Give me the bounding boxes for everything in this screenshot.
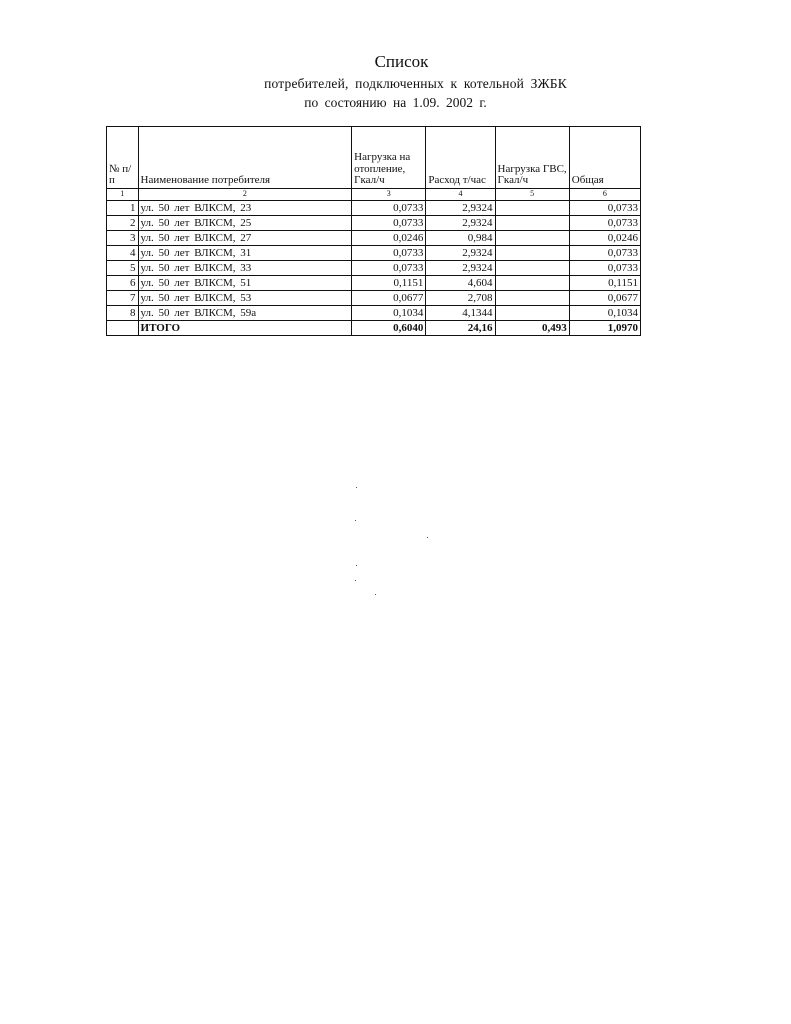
- row-number: 6: [107, 276, 139, 291]
- consumers-table: [106, 126, 641, 336]
- hot-water-load: [495, 246, 569, 261]
- hot-water-load: [495, 291, 569, 306]
- document-title: Список: [374, 52, 429, 71]
- row-number: 8: [107, 306, 139, 321]
- total-label: ИТОГО: [138, 321, 352, 336]
- consumer-name: ул. 50 лет ВЛКСМ, 53: [138, 291, 352, 306]
- total-hot-water-load: 0,493: [495, 321, 569, 336]
- table-row: [107, 246, 641, 261]
- hot-water-load: [495, 201, 569, 216]
- flow-rate: 4,1344: [426, 306, 495, 321]
- flow-rate: 2,9324: [426, 246, 495, 261]
- table-header-row: [107, 127, 641, 189]
- total-row: [107, 321, 641, 336]
- table-row: [107, 276, 641, 291]
- consumer-name: ул. 50 лет ВЛКСМ, 27: [138, 231, 352, 246]
- flow-rate: 4,604: [426, 276, 495, 291]
- consumer-name: ул. 50 лет ВЛКСМ, 23: [138, 201, 352, 216]
- row-number: 4: [107, 246, 139, 261]
- header-number: № п/п: [107, 127, 139, 189]
- total-load: 0,0733: [569, 246, 640, 261]
- heating-load: 0,0733: [352, 261, 426, 276]
- table-row: [107, 306, 641, 321]
- total-load: 0,0733: [569, 261, 640, 276]
- column-number: 4: [426, 189, 495, 201]
- scan-speck: [427, 537, 428, 538]
- column-number: 1: [107, 189, 139, 201]
- consumer-name: ул. 50 лет ВЛКСМ, 59а: [138, 306, 352, 321]
- scan-speck: [356, 487, 357, 488]
- heating-load: 0,0733: [352, 216, 426, 231]
- total-load: 0,1151: [569, 276, 640, 291]
- document-subtitle: потребителей, подключенных к котельной ЗЖБК: [264, 76, 567, 91]
- column-number: 3: [352, 189, 426, 201]
- row-number: 7: [107, 291, 139, 306]
- row-number: 5: [107, 261, 139, 276]
- header-total: Общая: [569, 127, 640, 189]
- scan-speck: [355, 520, 356, 521]
- consumer-name: ул. 50 лет ВЛКСМ, 51: [138, 276, 352, 291]
- total-heating-load: 0,6040: [352, 321, 426, 336]
- column-number: 6: [569, 189, 640, 201]
- total-load: 0,0677: [569, 291, 640, 306]
- flow-rate: 2,9324: [426, 201, 495, 216]
- heating-load: 0,0733: [352, 246, 426, 261]
- heating-load: 0,1151: [352, 276, 426, 291]
- grand-total-load: 1,0970: [569, 321, 640, 336]
- heating-load: 0,0733: [352, 201, 426, 216]
- total-load: 0,0733: [569, 216, 640, 231]
- hot-water-load: [495, 306, 569, 321]
- column-number: 2: [138, 189, 352, 201]
- table-row: [107, 291, 641, 306]
- table-row: [107, 216, 641, 231]
- column-number-row: [107, 189, 641, 201]
- total-load: 0,0733: [569, 201, 640, 216]
- header-hot-water-load: Нагрузка ГВС, Гкал/ч: [495, 127, 569, 189]
- table-row: [107, 231, 641, 246]
- scan-speck: [355, 580, 356, 581]
- total-load: 0,0246: [569, 231, 640, 246]
- hot-water-load: [495, 261, 569, 276]
- scan-speck: [356, 565, 357, 566]
- total-load: 0,1034: [569, 306, 640, 321]
- scan-speck: [375, 594, 376, 595]
- hot-water-load: [495, 276, 569, 291]
- heating-load: 0,1034: [352, 306, 426, 321]
- heating-load: 0,0677: [352, 291, 426, 306]
- flow-rate: 2,708: [426, 291, 495, 306]
- table-row: [107, 261, 641, 276]
- row-number: 1: [107, 201, 139, 216]
- column-number: 5: [495, 189, 569, 201]
- hot-water-load: [495, 216, 569, 231]
- document-date-line: по состоянию на 1.09. 2002 г.: [304, 95, 487, 110]
- header-consumer-name: Наименование потребителя: [138, 127, 352, 189]
- flow-rate: 0,984: [426, 231, 495, 246]
- header-flow-rate: Расход т/час: [426, 127, 495, 189]
- consumer-name: ул. 50 лет ВЛКСМ, 25: [138, 216, 352, 231]
- table-row: [107, 201, 641, 216]
- flow-rate: 2,9324: [426, 261, 495, 276]
- total-flow-rate: 24,16: [426, 321, 495, 336]
- flow-rate: 2,9324: [426, 216, 495, 231]
- heating-load: 0,0246: [352, 231, 426, 246]
- hot-water-load: [495, 231, 569, 246]
- consumer-name: ул. 50 лет ВЛКСМ, 31: [138, 246, 352, 261]
- row-number: 3: [107, 231, 139, 246]
- header-heating-load: Нагрузка на отопление, Гкал/ч: [352, 127, 426, 189]
- total-row-number: [107, 321, 139, 336]
- consumer-name: ул. 50 лет ВЛКСМ, 33: [138, 261, 352, 276]
- row-number: 2: [107, 216, 139, 231]
